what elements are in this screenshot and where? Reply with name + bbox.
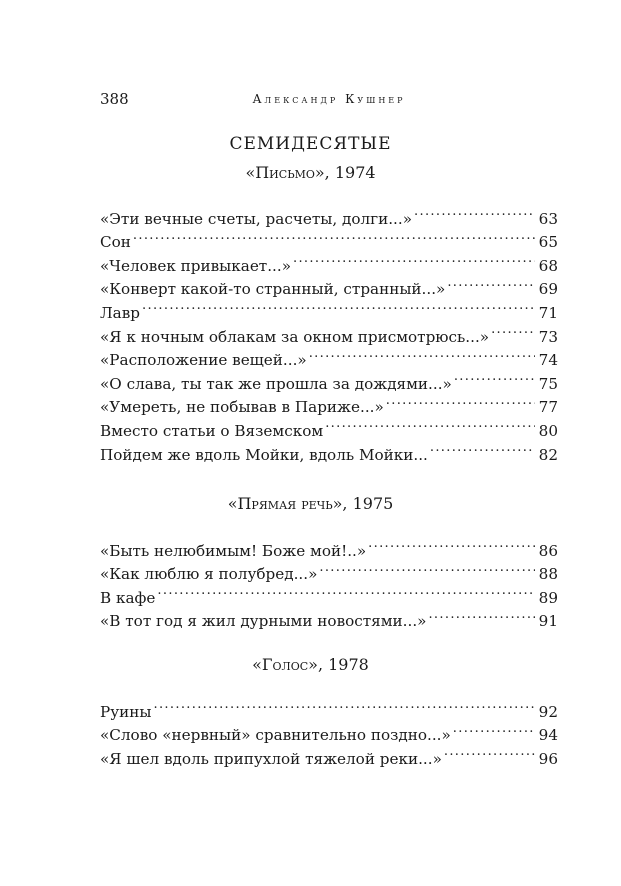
toc-entry[interactable] [100,294,558,322]
toc-entry[interactable] [100,603,558,631]
toc-entry[interactable] [100,717,558,745]
page-header [100,90,558,114]
dot-leader [491,318,535,342]
dot-leader [293,247,535,271]
toc-entry-title: «Эти вечные счеты, расчеты, долги...» [100,209,413,228]
toc-entry-title: В кафе [100,588,156,607]
section-title: СЕМИДЕСЯТЫЕ [229,134,392,154]
book-title-name: «Голос» [252,655,318,674]
dot-leader [453,717,535,741]
page-number: 388 [100,90,129,108]
book-year: , 1974 [324,163,376,182]
toc-entry-page: 63 [538,209,558,228]
toc-entry-title: «О слава, ты так же прошла за дождями...» [100,374,452,393]
toc-entry-page: 82 [538,445,558,464]
toc-entry[interactable] [100,693,558,721]
toc-entry-title: Сон [100,233,131,252]
toc-entry-page: 65 [538,233,558,252]
toc-entry-page: 68 [538,256,558,275]
toc-entry-title: Вместо статьи о Вяземском [100,421,324,440]
toc-list-pryamaya-rech [100,532,558,631]
toc-entry-page: 80 [538,421,558,440]
toc-entry-title: «Быть нелюбимым! Боже мой!..» [100,541,367,560]
toc-entry-title: Руины [100,702,152,721]
toc-entry-title: Лавр [100,303,141,322]
toc-entry[interactable] [100,224,558,252]
book-title-golos [0,655,621,674]
toc-list-golos [100,693,558,768]
toc-entry-page: 73 [538,327,558,346]
toc-entry-title: «Конверт какой-то странный, странный...» [100,280,446,299]
toc-entry-page: 74 [538,351,558,370]
dot-leader [142,294,535,318]
toc-entry-page: 91 [538,612,558,631]
dot-leader [444,740,535,764]
toc-entry-page: 96 [538,749,558,768]
dot-leader [428,603,535,627]
toc-entry-page: 77 [538,398,558,417]
book-title-name: «Прямая речь» [227,494,343,513]
book-title-pryamaya-rech [0,494,621,513]
toc-entry[interactable] [100,247,558,275]
book-title-pismo [0,163,621,182]
dot-leader [157,579,535,603]
dot-leader [133,224,535,248]
toc-entry-page: 75 [538,374,558,393]
dot-leader [325,412,535,436]
toc-entry-title: «Человек привыкает...» [100,256,291,275]
toc-entry-page: 89 [538,588,558,607]
toc-entry-title: «Как люблю я полубред...» [100,565,318,584]
dot-leader [454,365,535,389]
toc-entry-page: 69 [538,280,558,299]
toc-entry-title: Пойдем же вдоль Мойки, вдоль Мойки... [100,445,428,464]
toc-entry-page: 88 [538,565,558,584]
toc-entry-title: «Слово «нервный» сравнительно поздно...» [100,726,451,745]
toc-entry[interactable] [100,579,558,607]
toc-entry-page: 86 [538,541,558,560]
dot-leader [447,271,535,295]
dot-leader [414,200,535,224]
toc-entry[interactable] [100,318,558,346]
toc-list-pismo [100,200,558,464]
book-year: , 1975 [342,494,394,513]
toc-entry-page: 94 [538,726,558,745]
running-head: Александр Кушнер [252,92,406,106]
toc-entry-page: 92 [538,702,558,721]
toc-entry-title: «Я к ночным облакам за окном присмотрюсь...» [100,327,490,346]
dot-leader [309,342,535,366]
book-title-name: «Письмо» [245,163,325,182]
toc-entry[interactable] [100,200,558,228]
dot-leader [386,389,535,413]
book-year: , 1978 [317,655,369,674]
toc-entry-page: 71 [538,303,558,322]
toc-entry-title: «Расположение вещей...» [100,351,307,370]
dot-leader [430,436,535,460]
dot-leader [319,556,535,580]
toc-entry-title: «Умереть, не побывав в Париже...» [100,398,384,417]
toc-entry-title: «В тот год я жил дурными новостями...» [100,612,427,631]
toc-entry[interactable] [100,532,558,560]
dot-leader [368,532,535,556]
dot-leader [154,693,536,717]
toc-entry-title: «Я шел вдоль припухлой тяжелой реки...» [100,749,442,768]
